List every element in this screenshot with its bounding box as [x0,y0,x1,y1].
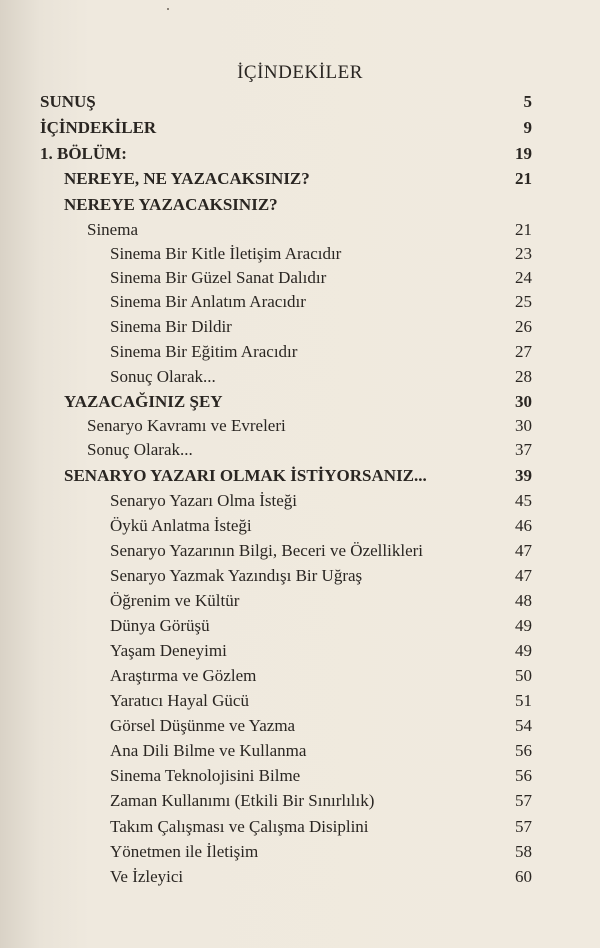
toc-entry [0,142,600,166]
toc-entry [0,639,600,663]
entry-page: 54 [515,716,532,735]
toc-entry [0,564,600,588]
entry-page: 47 [515,541,532,560]
toc-entry [0,167,600,191]
toc-entry [0,290,600,314]
entry-title: Senaryo Kavramı ve Evreleri [87,416,286,435]
toc-entry [0,865,600,889]
entry-title: Sonuç Olarak... [110,367,216,386]
entry-page: 30 [515,416,532,435]
entry-page: 30 [515,392,532,411]
page-title: İÇİNDEKİLER [237,62,363,83]
toc-entry [0,614,600,638]
entry-page: 50 [515,666,532,685]
entry-title: NEREYE, NE YAZACAKSINIZ? [64,169,310,188]
entry-page: 26 [515,317,532,336]
toc-entry [0,116,600,140]
entry-page: 47 [515,566,532,585]
toc-entry [0,589,600,613]
entry-title: YAZACAĞINIZ ŞEY [64,392,223,411]
entry-title: SENARYO YAZARI OLMAK İSTİYORSANIZ... [64,466,427,485]
toc-entry [0,789,600,813]
entry-title: Yaratıcı Hayal Gücü [110,691,249,710]
entry-title: Sinema Bir Dildir [110,317,232,336]
entry-title: Ve İzleyici [110,867,184,886]
entry-page: 25 [515,292,532,311]
entry-title: Ana Dili Bilme ve Kullanma [110,741,307,760]
entry-page: 48 [515,591,532,610]
entry-title: İÇİNDEKİLER [40,118,157,137]
entry-page: 58 [515,842,532,861]
entry-page: 49 [515,616,532,635]
entry-title: Sonuç Olarak... [87,440,193,459]
toc-entry [0,390,600,414]
entry-title: Araştırma ve Gözlem [110,666,257,685]
entry-page: 27 [515,342,532,361]
toc-entry [0,242,600,266]
entry-title: Yaşam Deneyimi [110,641,227,660]
toc-entry [0,193,600,217]
entry-title: SUNUŞ [40,92,96,111]
toc-entry [0,689,600,713]
entry-page: 9 [523,118,532,137]
toc-entry [0,315,600,339]
entry-page: 57 [515,817,532,836]
entry-title: Senaryo Yazarının Bilgi, Beceri ve Özellikleri [110,541,423,560]
entry-page: 51 [515,691,532,710]
entry-title: Sinema Bir Eğitim Aracıdır [110,342,298,361]
toc-entry [0,514,600,538]
entry-page: 28 [515,367,532,386]
toc-entry [0,438,600,462]
entry-page: 39 [515,466,532,485]
toc-entry [0,414,600,438]
entry-title: Sinema Teknolojisini Bilme [110,766,301,785]
entry-title: Sinema Bir Güzel Sanat Dalıdır [110,268,327,287]
toc-entry [0,764,600,788]
toc-entry [0,714,600,738]
entry-title: NEREYE YAZACAKSINIZ? [64,195,278,214]
toc-entry [0,840,600,864]
entry-page: 24 [515,268,532,287]
entry-title: Sinema [87,220,138,239]
toc-entry [0,539,600,563]
toc-entry [0,218,600,242]
entry-title: 1. BÖLÜM: [40,144,127,163]
entry-page: 23 [515,244,532,263]
entry-page: 19 [515,144,532,163]
toc-entry [0,815,600,839]
entry-page: 46 [515,516,532,535]
entry-title: Senaryo Yazmak Yazındışı Bir Uğraş [110,566,363,585]
toc-entry [0,664,600,688]
entry-page: 57 [515,791,532,810]
entry-page: 21 [515,169,532,188]
entry-page: 49 [515,641,532,660]
toc-entry [0,340,600,364]
toc-entry [0,90,600,114]
entry-page: 56 [515,766,532,785]
toc-entry [0,489,600,513]
entry-page: 60 [515,867,532,886]
toc-entry [0,266,600,290]
entry-title: Yönetmen ile İletişim [110,842,259,861]
entry-page: 21 [515,220,532,239]
entry-title: Görsel Düşünme ve Yazma [110,716,296,735]
entry-title: Öykü Anlatma İsteği [110,516,252,535]
entry-page: 45 [515,491,532,510]
entry-title: Dünya Görüşü [110,616,210,635]
entry-page: 5 [523,92,532,111]
entry-title: Zaman Kullanımı (Etkili Bir Sınırlılık) [110,791,375,810]
entry-title: Takım Çalışması ve Çalışma Disiplini [110,817,369,836]
entry-title: Senaryo Yazarı Olma İsteği [110,491,297,510]
entry-title: Sinema Bir Anlatım Aracıdır [110,292,306,311]
toc-entry [0,464,600,488]
entry-page: 56 [515,741,532,760]
entry-title: Sinema Bir Kitle İletişim Aracıdır [110,244,342,263]
toc-entry [0,739,600,763]
entry-page: 37 [515,440,532,459]
entry-title: Öğrenim ve Kültür [110,591,240,610]
toc-entry [0,365,600,389]
